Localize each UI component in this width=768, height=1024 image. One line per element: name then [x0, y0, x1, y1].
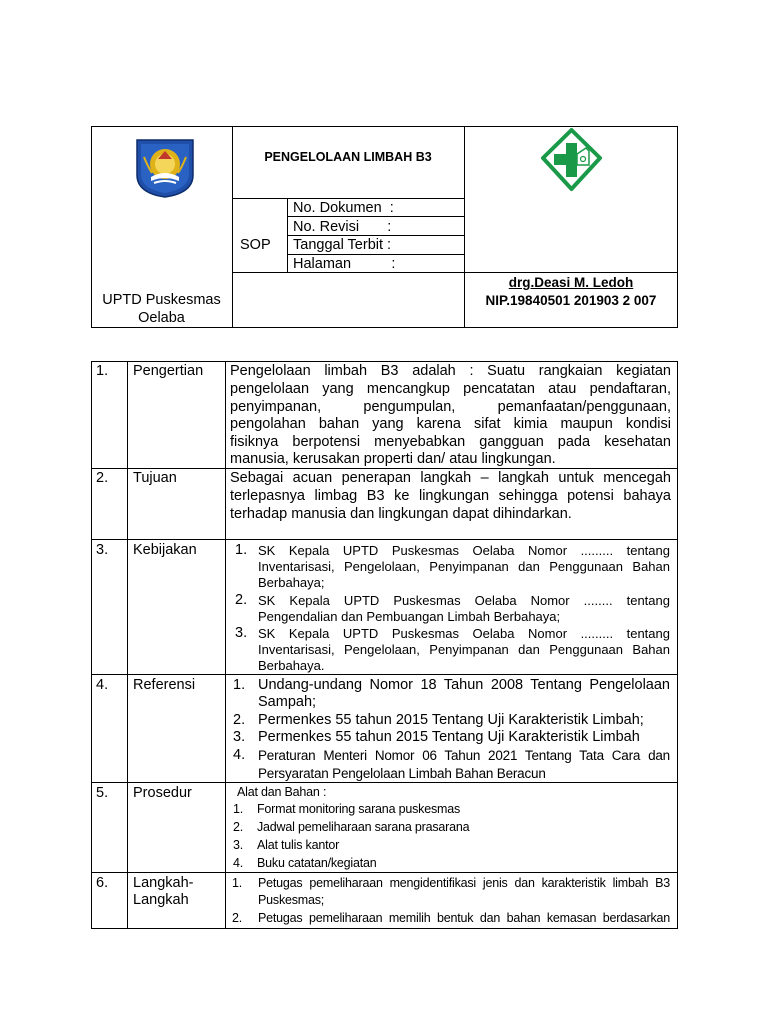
referensi-item-line: Permenkes 55 tahun 2015 Tentang Uji Karakteristik Limbah;	[258, 712, 644, 728]
row-number: 4.	[96, 677, 109, 693]
col-divider-1	[127, 361, 128, 929]
tujuan-line: terlepasnya limbag B3 ke lingkungan sehingga potensi bahaya	[230, 488, 671, 504]
prosedur-item: Buku catatan/kegiatan	[257, 856, 377, 870]
tujuan-line: terhadap manusia dan lingkungan dapat dihindarkan.	[230, 506, 572, 522]
list-number: 1.	[233, 802, 244, 816]
kebijakan-item-line: SK Kepala UPTD Puskesmas Oelaba Nomor ......... tentang	[258, 543, 670, 558]
referensi-item-line: Peraturan Menteri Nomor 06 Tahun 2021 Tentang Tata Cara dan	[258, 748, 670, 763]
puskesmas-logo-icon	[539, 126, 604, 193]
list-number: 1.	[233, 677, 246, 693]
kebijakan-item-line: SK Kepala UPTD Puskesmas Oelaba Nomor ........ tentang	[258, 593, 670, 608]
pengertian-line: pengelolaan yang mencangkup pencatatan atau pendaftaran,	[230, 381, 671, 397]
row-line-1	[91, 468, 678, 469]
row-label: Kebijakan	[133, 542, 197, 558]
row-line-bottom	[91, 928, 678, 929]
signer-name: drg.Deasi M. Ledoh	[508, 275, 634, 290]
row-number: 2.	[96, 470, 109, 486]
list-number: 4.	[233, 856, 244, 870]
tujuan-line: Sebagai acuan penerapan langkah – langkah untuk mencegah	[230, 470, 671, 486]
row-number: 3.	[96, 542, 109, 558]
list-number: 2.	[232, 911, 243, 925]
row-label: Langkah-	[133, 875, 194, 891]
kebijakan-item-line: Inventarisasi, Pengelolaan, Penyimpanan dan Penggunaan Bahan	[258, 559, 670, 574]
field-no-dokumen: No. Dokumen :	[293, 200, 394, 216]
row-label: Langkah	[133, 892, 189, 908]
referensi-item-line: Sampah;	[258, 694, 317, 710]
sop-label: SOP	[240, 237, 271, 253]
referensi-item-line: Persyaratan Pengelolaan Limbah Bahan Beracun	[258, 766, 546, 781]
field-no-revisi: No. Revisi :	[293, 219, 392, 235]
pengertian-line: penyimpanan, pengumpulan, pemanfaatan/penggunaan,	[230, 399, 671, 415]
list-number: 4.	[233, 747, 246, 763]
list-number: 3.	[233, 838, 244, 852]
list-number: 2.	[233, 820, 244, 834]
langkah-item-line: Puskesmas;	[258, 893, 325, 907]
kebijakan-item-line: Berbahaya.	[258, 658, 325, 673]
pengertian-line: fisiknya berpotensi menyebabkan gangguan pada kesehatan	[230, 434, 671, 450]
list-number: 2.	[233, 712, 246, 728]
row-line-2	[91, 539, 678, 540]
field-halaman: Halaman :	[293, 256, 396, 272]
prosedur-item: Alat tulis kantor	[257, 838, 340, 852]
field-tanggal-terbit: Tanggal Terbit :	[293, 237, 392, 253]
referensi-item-line: Undang-undang Nomor 18 Tahun 2008 Tentang Pengelolaan	[258, 677, 670, 693]
row-number: 6.	[96, 875, 109, 891]
list-number: 1.	[232, 876, 243, 890]
regional-emblem-icon	[134, 137, 196, 199]
pengertian-line: pengolahan bahan yang karena sifat kimia maupun kondisi	[230, 416, 671, 432]
row-line-3	[91, 674, 678, 675]
row-label: Pengertian	[133, 363, 204, 379]
list-number: 1.	[235, 542, 248, 558]
referensi-item-line: Permenkes 55 tahun 2015 Tentang Uji Karakteristik Limbah	[258, 729, 640, 745]
langkah-item-line: Petugas pemeliharaan mengidentifikasi jenis dan karakteristik limbah B3	[258, 876, 670, 890]
list-number: 2.	[235, 592, 248, 608]
kebijakan-item-line: Berbahaya;	[258, 575, 325, 590]
title-bottom-line	[232, 198, 464, 199]
signer-nip: NIP.19840501 201903 2 007	[485, 293, 657, 308]
kebijakan-item-line: SK Kepala UPTD Puskesmas Oelaba Nomor ......... tentang	[258, 626, 670, 641]
prosedur-item: Format monitoring sarana puskesmas	[257, 802, 461, 816]
row-label: Prosedur	[133, 785, 192, 801]
document-title: PENGELOLAAN LIMBAH B3	[264, 150, 432, 164]
list-number: 3.	[235, 625, 248, 641]
pengertian-line: manusia, kerusakan properti dan/ atau lingkungan.	[230, 451, 556, 467]
kebijakan-item-line: Inventarisasi, Pengelolaan, Penyimpanan dan Penggunaan Bahan	[258, 642, 670, 657]
kebijakan-item-line: Pengendalian dan Pembuangan Limbah Berbahaya;	[258, 609, 561, 624]
row-line-4	[91, 782, 678, 783]
prosedur-item: Jadwal pemeliharaan sarana prasarana	[257, 820, 470, 834]
pengertian-line: Pengelolaan limbah B3 adalah : Suatu rangkaian kegiatan	[230, 363, 671, 379]
prosedur-heading: Alat dan Bahan :	[237, 785, 327, 799]
col-divider-2	[225, 361, 226, 929]
row-label: Referensi	[133, 677, 196, 693]
list-number: 3.	[233, 729, 246, 745]
org-name-line2: Oelaba	[138, 310, 185, 326]
row-line-5	[91, 872, 678, 873]
org-name-line1: UPTD Puskesmas	[102, 292, 221, 308]
field-line-3	[287, 254, 464, 255]
row-label: Tujuan	[133, 470, 177, 486]
langkah-item-line: Petugas pemeliharaan memilih bentuk dan bahan kemasan berdasarkan	[258, 911, 670, 925]
row-number: 5.	[96, 785, 109, 801]
row-number: 1.	[96, 363, 109, 379]
